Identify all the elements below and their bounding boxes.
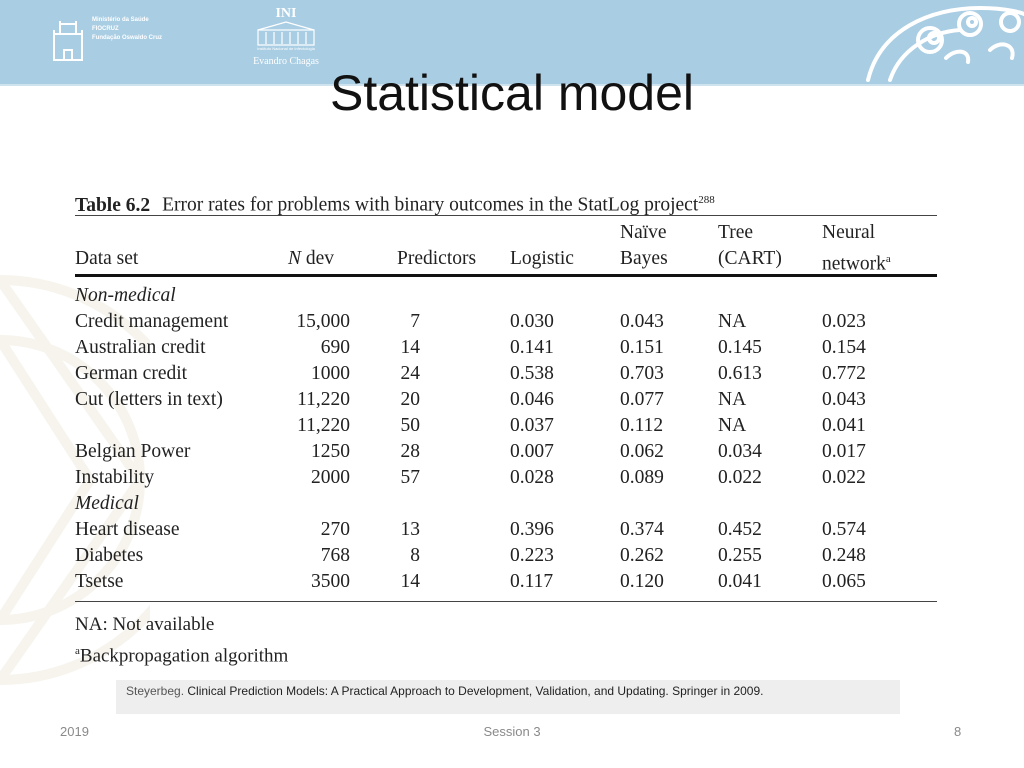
table-header: [75, 216, 937, 274]
cell-tree: NA: [718, 415, 747, 436]
cell-naive-bayes: 0.062: [620, 441, 664, 462]
cell-naive-bayes: 0.112: [620, 415, 664, 436]
note-backpropagation-text: Backpropagation algorithm: [79, 645, 289, 667]
header-neural-bottom-label: network: [822, 253, 886, 275]
note-na: NA: Not available: [75, 614, 215, 635]
table-row: [75, 309, 937, 335]
header-naive-bayes-top: Naïve: [620, 222, 667, 243]
building-icon: [256, 20, 316, 46]
cell-logistic: 0.223: [510, 545, 554, 566]
cell-predictors: 24: [400, 363, 420, 384]
cell-tree: NA: [718, 311, 747, 332]
cell-n-dev: 1000: [311, 363, 350, 384]
cell-logistic: 0.028: [510, 467, 554, 488]
cell-predictors: 28: [400, 441, 420, 462]
table-row: [75, 439, 937, 465]
table-body: [75, 277, 937, 601]
table-row: [75, 543, 937, 569]
cell-predictors: 7: [410, 311, 420, 332]
cell-neural: 0.043: [822, 389, 866, 410]
table-row: [75, 335, 937, 361]
cell-logistic: 0.037: [510, 415, 554, 436]
table-section-row: [75, 491, 937, 517]
cell-neural: 0.023: [822, 311, 866, 332]
ini-logo-name: Evandro Chagas: [253, 56, 319, 67]
table-notes: [75, 612, 937, 669]
footer-session: Session 3: [483, 724, 541, 739]
table-bottom-rule: [75, 601, 937, 602]
cell-tree: 0.041: [718, 571, 762, 592]
cell-logistic: 0.030: [510, 311, 554, 332]
cell-logistic: 0.396: [510, 519, 554, 540]
cell-tree: 0.145: [718, 337, 762, 358]
section-label: Non-medical: [75, 285, 176, 306]
ini-logo: [248, 6, 324, 68]
header-neural-footnote: a: [885, 253, 891, 265]
table-caption-reference: 288: [698, 194, 715, 206]
cell-tree: 0.022: [718, 467, 762, 488]
cell-logistic: 0.046: [510, 389, 554, 410]
cell-predictors: 50: [400, 415, 420, 436]
cell-tree: 0.452: [718, 519, 762, 540]
cell-data-set: Australian credit: [75, 337, 206, 358]
header-tree-bottom: (CART): [718, 248, 782, 269]
cell-data-set: Instability: [75, 467, 155, 488]
cell-neural: 0.574: [822, 519, 866, 540]
table-row: [75, 517, 937, 543]
table-caption-text: Error rates for problems with binary outcomes in the StatLog project: [162, 194, 699, 216]
ministry-logo-line: Fundação Oswaldo Cruz: [92, 35, 163, 41]
ini-logo-subtitle: Instituto Nacional de Infectologia: [257, 46, 315, 51]
cell-data-set: Credit management: [75, 311, 229, 332]
header-n-dev-symbol: N: [288, 248, 302, 269]
cell-naive-bayes: 0.077: [620, 389, 664, 410]
cell-predictors: 13: [400, 519, 420, 540]
cell-n-dev: 11,220: [297, 389, 350, 410]
cell-naive-bayes: 0.703: [620, 363, 664, 384]
table-row: [75, 361, 937, 387]
cell-n-dev: 270: [320, 519, 350, 540]
header-naive-bayes-bottom: Bayes: [620, 248, 668, 269]
cell-data-set: Tsetse: [75, 571, 124, 592]
cell-predictors: 57: [400, 467, 420, 488]
statlog-table: [75, 185, 937, 669]
cell-predictors: 14: [400, 337, 420, 358]
cell-naive-bayes: 0.151: [620, 337, 664, 358]
header-neural-top: Neural: [822, 222, 876, 243]
cell-data-set: German credit: [75, 363, 188, 384]
cell-predictors: 14: [400, 571, 420, 592]
table-row: [75, 387, 937, 413]
ministry-logo: [50, 16, 180, 68]
cell-tree: 0.034: [718, 441, 762, 462]
cell-neural: 0.041: [822, 415, 866, 436]
cell-data-set: Cut (letters in text): [75, 389, 223, 410]
table-caption: [75, 185, 937, 215]
citation-text: Clinical Prediction Models: A Practical Approach to Development, Validation, and Updating. Springer in 2009.: [184, 684, 764, 698]
note-backpropagation: [75, 638, 937, 669]
table-row: [75, 413, 937, 439]
section-label: Medical: [75, 493, 139, 514]
cell-logistic: 0.141: [510, 337, 554, 358]
cell-naive-bayes: 0.374: [620, 519, 664, 540]
footer-page-number: 8: [954, 724, 962, 739]
cell-neural: 0.772: [822, 363, 866, 384]
header-logistic: Logistic: [510, 248, 574, 269]
cell-naive-bayes: 0.043: [620, 311, 664, 332]
cell-neural: 0.017: [822, 441, 866, 462]
cell-neural: 0.154: [822, 337, 866, 358]
cell-tree: 0.255: [718, 545, 762, 566]
castle-icon: [50, 20, 86, 62]
ministry-logo-line: FIOCRUZ: [92, 26, 119, 32]
cell-data-set: Heart disease: [75, 519, 180, 540]
citation-author: Steyerbeg.: [126, 684, 185, 698]
header-n-dev-label: dev: [301, 248, 335, 269]
cell-naive-bayes: 0.120: [620, 571, 664, 592]
cell-n-dev: 1250: [311, 441, 350, 462]
slide-title: Statistical model: [329, 65, 695, 121]
cell-n-dev: 3500: [311, 571, 350, 592]
cell-neural: 0.065: [822, 571, 866, 592]
cell-neural: 0.248: [822, 545, 866, 566]
header-data-set: Data set: [75, 248, 139, 269]
cell-n-dev: 11,220: [297, 415, 350, 436]
cell-n-dev: 768: [320, 545, 350, 566]
cell-n-dev: 690: [320, 337, 350, 358]
cell-logistic: 0.117: [510, 571, 554, 592]
table-number: Table 6.2: [75, 194, 151, 216]
header-predictors: Predictors: [397, 248, 477, 269]
cell-naive-bayes: 0.262: [620, 545, 664, 566]
cell-n-dev: 15,000: [296, 311, 350, 332]
cell-logistic: 0.007: [510, 441, 554, 462]
note-footnote-mark: a: [75, 645, 80, 657]
header-neural-bottom: [822, 246, 891, 278]
cell-predictors: 8: [410, 545, 420, 566]
table-section-row: [75, 283, 937, 309]
ini-logo-acronym: INI: [275, 6, 297, 21]
header-n-dev: [288, 246, 334, 272]
header-tree-top: Tree: [718, 222, 754, 243]
cell-logistic: 0.538: [510, 363, 554, 384]
table-row: [75, 569, 937, 595]
ministry-logo-line: Ministério da Saúde: [92, 17, 149, 23]
footer-year: 2019: [60, 724, 89, 739]
cell-data-set: Diabetes: [75, 545, 144, 566]
cell-tree: 0.613: [718, 363, 762, 384]
table-row: [75, 465, 937, 491]
cell-n-dev: 2000: [311, 467, 350, 488]
cell-data-set: Belgian Power: [75, 441, 191, 462]
cell-neural: 0.022: [822, 467, 866, 488]
cell-naive-bayes: 0.089: [620, 467, 664, 488]
cell-predictors: 20: [400, 389, 420, 410]
citation-box: [116, 680, 900, 714]
cell-tree: NA: [718, 389, 747, 410]
